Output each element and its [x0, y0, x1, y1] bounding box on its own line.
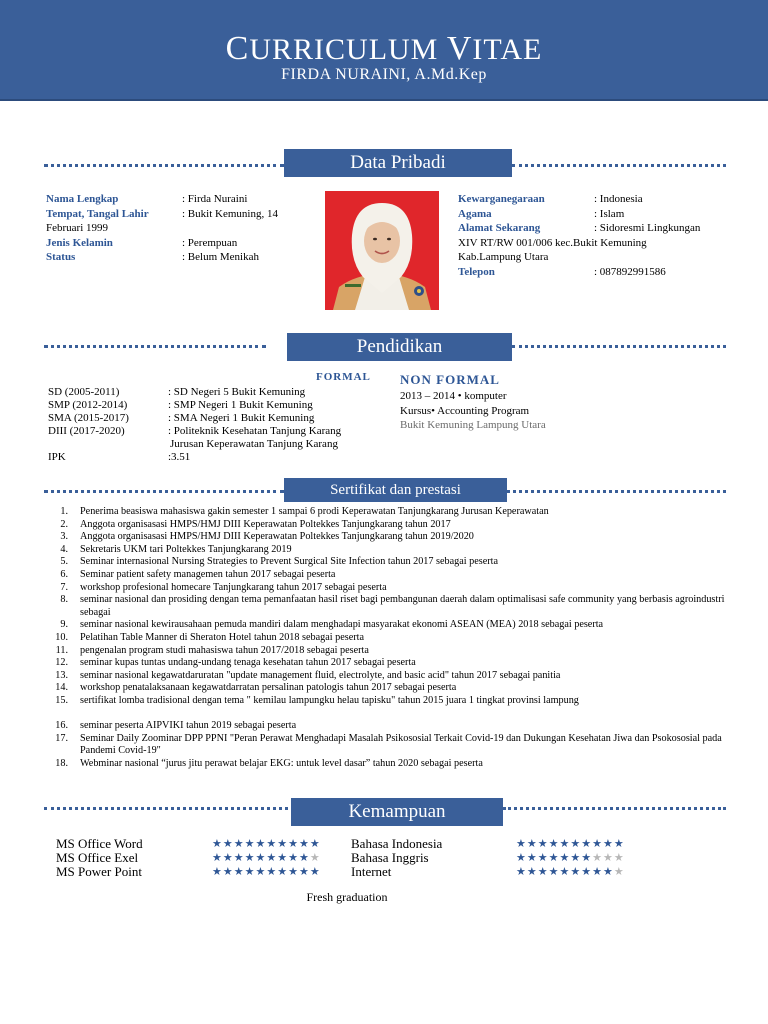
star-filled-icon: ★	[288, 866, 299, 878]
star-filled-icon: ★	[299, 838, 310, 850]
star-filled-icon: ★	[266, 852, 278, 864]
skill-name: Bahasa Indonesia	[351, 836, 443, 851]
personal-label: Jenis Kelamin	[46, 236, 113, 249]
personal-value: XIV RT/RW 001/006 kec.Bukit Kemuning	[458, 236, 647, 249]
star-filled-icon: ★	[570, 866, 582, 878]
section-divider-left	[44, 164, 284, 167]
list-item-number: 5.	[60, 556, 68, 568]
star-filled-icon: ★	[244, 838, 256, 850]
list-item-text: sertifikat lomba tradisional dengan tema " kemilau lampungku helau tapisku" tahun 2015 juara 1 tingkat provinsi lampung	[80, 694, 579, 706]
education-school: : SMA Negeri 1 Bukit Kemuning	[168, 412, 315, 424]
personal-label: Telepon	[458, 265, 495, 278]
star-filled-icon: ★	[570, 838, 582, 850]
list-item-text: Webminar nasional “jurus jitu perawat belajar EKG: untuk level dasar” tahun 2020 sebagai peserta	[80, 757, 483, 769]
star-filled-icon: ★	[233, 838, 245, 850]
list-item-text: seminar nasional dan prosiding dengan tema pemanfaatan hasil riset bagi pembangunan daerah dalam optimalisasi safe community yang berbasis agroindustri sebagai	[80, 594, 725, 618]
star-filled-icon: ★	[244, 852, 256, 864]
list-item-text: Anggota organisasasi HMPS/HMJ DIII Keperawatan Poltekkes Tanjungkarang tahun 2017	[80, 518, 451, 530]
title-part-2: ITAE	[472, 33, 543, 66]
star-filled-icon: ★	[212, 866, 223, 878]
personal-value: Kab.Lampung Utara	[458, 251, 549, 263]
star-filled-icon: ★	[233, 852, 245, 864]
star-filled-icon: ★	[559, 838, 571, 850]
personal-value: : Indonesia	[594, 193, 643, 205]
section-divider-left	[44, 345, 266, 348]
education-school: : SD Negeri 5 Bukit Kemuning	[168, 386, 306, 398]
star-rating	[212, 865, 321, 878]
list-item	[40, 544, 740, 557]
personal-value: : 087892991586	[594, 265, 666, 278]
star-filled-icon: ★	[299, 866, 310, 878]
list-item-text: seminar kupas tuntas undang-undang tenaga kesehatan tahun 2017 sebagai peserta	[80, 657, 416, 669]
list-item-number: 3.	[60, 531, 68, 543]
list-item-number: 8.	[60, 594, 68, 606]
star-filled-icon: ★	[537, 838, 549, 850]
nonformal-item: 2013 – 2014 • komputer	[400, 390, 507, 402]
star-filled-icon: ★	[548, 852, 560, 864]
education-level: SMA (2015-2017)	[48, 412, 129, 424]
list-item-text: Seminar Daily Zoominar DPP PPNI "Peran Perawat Menghadapi Masalah Psikososial Terkait Covid-19 dan Dukungan Kesehatan Jiwa dan Psokososial pada Pandemi Covid-19"	[80, 732, 722, 757]
list-item-text: seminar nasional kewirausahaan pemuda mandiri dalam menghadapi masyarakat ekonomi ASEAN (MEA) 2018 sebagai peserta	[80, 619, 604, 631]
star-filled-icon: ★	[277, 852, 289, 864]
list-item-text: workshop penatalaksanaan kegawatdarratan persalinan patologis tahun 2017 sebagai peserta	[80, 682, 457, 694]
star-rating	[516, 865, 625, 878]
list-item	[40, 670, 740, 683]
section-divider-right	[512, 345, 726, 348]
star-filled-icon: ★	[581, 866, 593, 878]
person-name: FIRDA NURAINI, A.Md.Kep	[281, 66, 487, 83]
list-item	[40, 645, 740, 658]
personal-label: Nama Lengkap	[46, 193, 119, 205]
star-filled-icon: ★	[222, 852, 234, 864]
personal-value: : Belum Menikah	[182, 251, 259, 263]
section-divider-right	[512, 164, 726, 167]
star-filled-icon: ★	[548, 866, 560, 878]
list-item	[40, 695, 740, 720]
list-item-number: 2.	[60, 518, 68, 530]
skill-name: MS Office Word	[56, 836, 143, 851]
star-filled-icon: ★	[537, 866, 549, 878]
title-initial-v: V	[446, 30, 473, 67]
section-divider-left	[44, 807, 288, 810]
education-level: SD (2005-2011)	[48, 386, 120, 398]
education-school: Jurusan Keperawatan Tanjung Karang	[170, 438, 338, 450]
star-filled-icon: ★	[309, 866, 321, 878]
section-divider-right	[503, 807, 726, 810]
star-filled-icon: ★	[581, 838, 593, 850]
star-empty-icon: ★	[603, 852, 614, 864]
nonformal-heading: NON FORMAL	[400, 372, 500, 387]
star-filled-icon: ★	[277, 866, 289, 878]
star-filled-icon: ★	[516, 866, 527, 878]
list-item-number: 13.	[55, 669, 68, 681]
star-filled-icon: ★	[222, 866, 234, 878]
list-item	[40, 657, 740, 670]
star-filled-icon: ★	[548, 838, 560, 850]
list-item-number: 16.	[55, 720, 68, 732]
education-level: DIII (2017-2020)	[48, 425, 125, 437]
personal-label: Kewarganegaraan	[458, 193, 545, 205]
list-item-number: 6.	[60, 568, 68, 580]
skill-name: Internet	[351, 864, 392, 879]
star-filled-icon: ★	[526, 866, 538, 878]
list-item-text: workshop profesional homecare Tanjungkarang tahun 2017 sebagai peserta	[80, 581, 387, 593]
star-filled-icon: ★	[526, 852, 538, 864]
personal-label: Alamat Sekarang	[458, 222, 541, 234]
nonformal-item: Kursus• Accounting Program	[400, 404, 530, 417]
education-level: SMP (2012-2014)	[48, 399, 128, 411]
star-rating	[212, 837, 321, 850]
star-rating	[516, 837, 625, 850]
star-empty-icon: ★	[592, 852, 603, 864]
personal-value: : Firda Nuraini	[182, 193, 248, 205]
list-item	[40, 556, 740, 569]
section-divider-right	[507, 490, 726, 493]
education-school: : Politeknik Kesehatan Tanjung Karang	[168, 425, 342, 437]
list-item-text: seminar nasional kegawatdaruratan "update management fluid, electrolyte, and basic acid" tahun 2017 sebagai panitia	[80, 669, 561, 681]
profile-photo	[325, 191, 439, 310]
star-filled-icon: ★	[516, 838, 527, 850]
section-title-kemampuan: Kemampuan	[291, 798, 503, 826]
star-filled-icon: ★	[309, 838, 321, 850]
star-filled-icon: ★	[288, 852, 299, 864]
list-item-number: 9.	[60, 619, 68, 631]
header-banner	[0, 0, 768, 101]
profile-photo-illustration	[325, 191, 439, 310]
list-item	[40, 758, 740, 771]
star-filled-icon: ★	[222, 838, 234, 850]
star-rating	[516, 851, 625, 864]
star-empty-icon: ★	[613, 866, 625, 878]
star-filled-icon: ★	[255, 838, 267, 850]
star-filled-icon: ★	[233, 866, 245, 878]
list-item-text: Pelatihan Table Manner di Sheraton Hotel tahun 2018 sebagai peserta	[80, 631, 364, 643]
formal-heading: FORMAL	[316, 371, 371, 383]
personal-value: Februari 1999	[46, 222, 109, 234]
star-filled-icon: ★	[255, 866, 267, 878]
star-empty-icon: ★	[613, 852, 625, 864]
education-school: : SMP Negeri 1 Bukit Kemuning	[168, 399, 313, 411]
star-filled-icon: ★	[244, 866, 256, 878]
personal-label: Status	[46, 251, 76, 263]
list-item-number: 1.	[60, 506, 68, 517]
list-item	[40, 632, 740, 645]
list-item-text: Seminar internasional Nursing Strategies to Prevent Surgical Site Infection tahun 2017 sebagai peserta	[80, 556, 498, 568]
personal-value: : Bukit Kemuning, 14	[182, 207, 278, 220]
star-filled-icon: ★	[592, 866, 603, 878]
list-item	[40, 682, 740, 695]
star-filled-icon: ★	[603, 838, 614, 850]
list-item	[40, 720, 740, 733]
list-item	[40, 594, 740, 619]
list-item	[40, 619, 740, 632]
list-item-number: 14.	[55, 682, 68, 694]
list-item	[40, 519, 740, 532]
personal-value: : Perempuan	[182, 236, 238, 249]
star-filled-icon: ★	[255, 852, 267, 864]
section-title-pendidikan: Pendidikan	[287, 333, 512, 361]
personal-label: Tempat, Tangal Lahir	[46, 207, 149, 220]
star-filled-icon: ★	[516, 852, 527, 864]
list-item-text: Sekretaris UKM tari Poltekkes Tanjungkarang 2019	[80, 543, 292, 555]
star-filled-icon: ★	[537, 852, 549, 864]
list-item	[40, 506, 740, 519]
star-rating	[212, 851, 321, 864]
personal-label: Agama	[458, 207, 492, 220]
list-item-text: Anggota organisasasi HMPS/HMJ DIII Keperawatan Poltekkes Tanjungkarang tahun 2019/2020	[80, 531, 474, 543]
list-item-number: 4.	[60, 543, 68, 555]
star-filled-icon: ★	[581, 852, 593, 864]
skill-name: MS Office Exel	[56, 850, 139, 865]
star-filled-icon: ★	[299, 852, 310, 864]
education-level: IPK	[48, 451, 66, 463]
list-item	[40, 569, 740, 582]
list-item-number: 7.	[60, 581, 68, 593]
star-filled-icon: ★	[277, 838, 289, 850]
nonformal-item: Bukit Kemuning Lampung Utara	[400, 419, 546, 431]
title-initial-c: C	[225, 30, 250, 67]
page-title	[0, 30, 768, 68]
star-empty-icon: ★	[309, 852, 321, 864]
section-title-data-pribadi: Data Pribadi	[284, 149, 512, 177]
list-item-number: 15.	[55, 694, 68, 706]
star-filled-icon: ★	[559, 866, 571, 878]
skill-name: MS Power Point	[56, 864, 142, 879]
skill-name: Bahasa Inggris	[351, 850, 429, 865]
star-filled-icon: ★	[570, 852, 582, 864]
personal-value: : Islam	[594, 207, 625, 220]
star-filled-icon: ★	[288, 838, 299, 850]
list-item-number: 10.	[55, 631, 68, 643]
section-divider-left	[44, 490, 284, 493]
section-title-sertifikat: Sertifikat dan prestasi	[284, 478, 507, 502]
star-filled-icon: ★	[266, 866, 278, 878]
list-item-text: Penerima beasiswa mahasiswa gakin semester 1 sampai 6 prodi Keperawatan Tanjungkarang Jurusan Keperawatan	[80, 506, 549, 517]
title-part-1: URRICULUM	[249, 33, 447, 66]
list-item-text: Seminar patient safety managemen tahun 2017 sebagai peserta	[80, 568, 336, 580]
star-filled-icon: ★	[613, 838, 625, 850]
list-item	[40, 582, 740, 595]
star-filled-icon: ★	[592, 838, 603, 850]
list-item-number: 18.	[55, 757, 68, 769]
education-school: :3.51	[168, 451, 191, 463]
list-item-text: seminar peserta AIPVIKI tahun 2019 sebagai peserta	[80, 720, 297, 732]
star-filled-icon: ★	[559, 852, 571, 864]
list-item	[40, 531, 740, 544]
list-item	[40, 733, 740, 758]
star-filled-icon: ★	[266, 838, 278, 850]
list-item-number: 12.	[55, 657, 68, 669]
personal-value: : Sidoresmi Lingkungan	[594, 222, 701, 234]
list-item-text: pengenalan program studi mahasiswa tahun 2017/2018 sebagai peserta	[80, 644, 369, 656]
list-item-number: 11.	[55, 644, 68, 656]
star-filled-icon: ★	[212, 838, 223, 850]
star-filled-icon: ★	[603, 866, 614, 878]
footer-note: Fresh graduation	[306, 890, 388, 904]
list-item-number: 17.	[55, 732, 68, 744]
star-filled-icon: ★	[526, 838, 538, 850]
star-filled-icon: ★	[212, 852, 223, 864]
certificate-list	[40, 506, 740, 770]
